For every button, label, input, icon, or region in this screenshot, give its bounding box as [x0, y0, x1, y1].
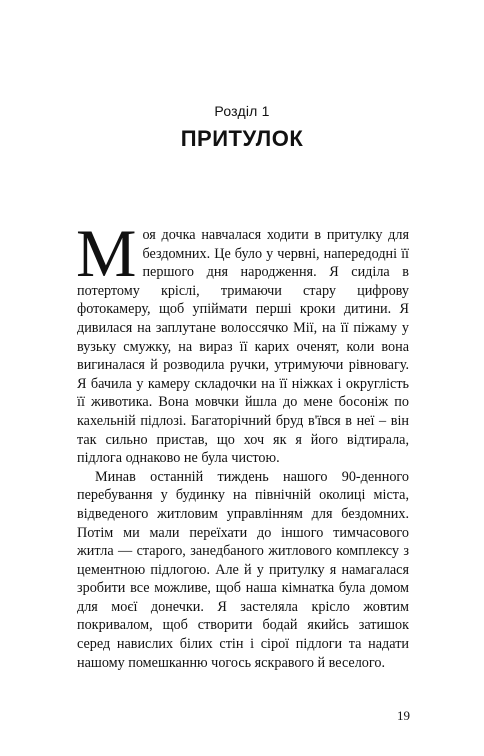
body-text	[76, 215, 409, 672]
paragraph-2	[77, 468, 409, 673]
paragraph-2-text: Минав останній тиждень нашого 90-денного перебування у будинку на північній околиці міста, відведеного житловим управлінням для бездомних. Потім ми мали переїхати до іншого тимчасового житла — старого, занедбаного житлового комплексу з цементною підлогою. Але й у притулку я намагалася зробити все можливе, щоб наша кімнатка була домом для моєї донечки. Я застеляла крісло жовтим покривалом, щоб створити бодай якийсь затишок серед навислих білих стін і сірої підлоги та надати нашому помешканню чогось яскравого й веселого.	[77, 468, 409, 671]
drop-cap: М	[76, 215, 137, 291]
page-number: 19	[397, 708, 410, 723]
chapter-label: Розділ 1	[214, 103, 270, 119]
paragraph-1-text: оя дочка навчалася ходити в притулку для бездомних. Це було у червні, напередодні її першого дня народження. Я сиділа в потертому кріслі, тримаючи стару цифрову фотокамеру, щоб упіймати перші кроки дитини. Я дивилася на заплутане волоссячко Мії, на її піжаму у вузьку смужку, на вираз її карих оченят, коли вона вигиналася й розводила ручки, утримуючи рівновагу. Я бачила у камеру складочки на її ніжках і округлість її животика. Вона мовчки йшла до мене босоніж по кахельній підлозі. Багаторічний бруд в'ївся в неї – він так сильно пристав, що хоч як я його відтирала, підлога однаково не була чистою.	[77, 227, 409, 467]
paragraph-1	[76, 215, 409, 468]
chapter-title: ПРИТУЛОК	[180, 126, 304, 151]
